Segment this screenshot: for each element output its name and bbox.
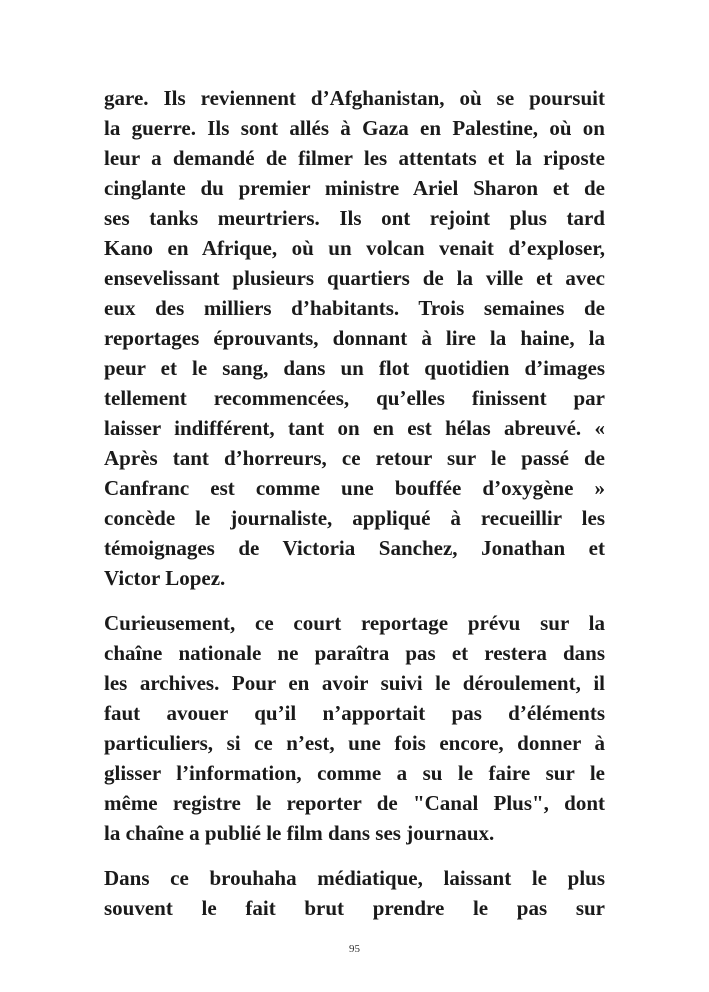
page-number: 95 — [349, 943, 360, 955]
text-line: particuliers, si ce n’est, une fois encore, donner à — [104, 731, 605, 755]
text-line: leur a demandé de filmer les attentats et la riposte — [104, 146, 605, 170]
text-line: Kano en Afrique, où un volcan venait d’exploser, — [104, 236, 605, 260]
text-line: peur et le sang, dans un flot quotidien d’images — [104, 356, 605, 380]
text-line: même registre le reporter de "Canal Plus", dont — [104, 791, 605, 815]
text-line: faut avouer qu’il n’apportait pas d’éléments — [104, 701, 605, 725]
text-line: glisser l’information, comme a su le faire sur le — [104, 761, 605, 785]
text-line: eux des milliers d’habitants. Trois semaines de — [104, 296, 605, 320]
text-line: ses tanks meurtriers. Ils ont rejoint plus tard — [104, 206, 605, 230]
text-line: la chaîne a publié le film dans ses journaux. — [104, 821, 495, 845]
text-line: chaîne nationale ne paraîtra pas et restera dans — [104, 641, 605, 665]
text-line: gare. Ils reviennent d’Afghanistan, où se poursuit — [104, 86, 605, 110]
text-line: souvent le fait brut prendre le pas sur — [104, 896, 605, 920]
text-line: témoignages de Victoria Sanchez, Jonathan et — [104, 536, 605, 560]
text-line: cinglante du premier ministre Ariel Sharon et de — [104, 176, 605, 200]
text-line: ensevelissant plusieurs quartiers de la ville et avec — [104, 266, 605, 290]
text-line: Canfranc est comme une bouffée d’oxygène » — [104, 476, 605, 500]
text-line: Victor Lopez. — [104, 566, 226, 590]
text-line: Après tant d’horreurs, ce retour sur le passé de — [104, 446, 605, 470]
paragraph-1 — [104, 83, 605, 593]
text-line: laisser indifférent, tant on en est hélas abreuvé. « — [104, 416, 605, 440]
text-line: les archives. Pour en avoir suivi le déroulement, il — [104, 671, 605, 695]
text-line: concède le journaliste, appliqué à recueillir les — [104, 506, 605, 530]
text-line: tellement recommencées, qu’elles finissent par — [104, 386, 605, 410]
text-line: Curieusement, ce court reportage prévu sur la — [104, 611, 605, 635]
paragraph-2 — [104, 608, 605, 848]
text-line: reportages éprouvants, donnant à lire la haine, la — [104, 326, 605, 350]
paragraph-3 — [104, 863, 605, 923]
text-line: la guerre. Ils sont allés à Gaza en Palestine, où on — [104, 116, 605, 140]
page-body — [104, 83, 605, 938]
text-line: Dans ce brouhaha médiatique, laissant le plus — [104, 866, 605, 890]
